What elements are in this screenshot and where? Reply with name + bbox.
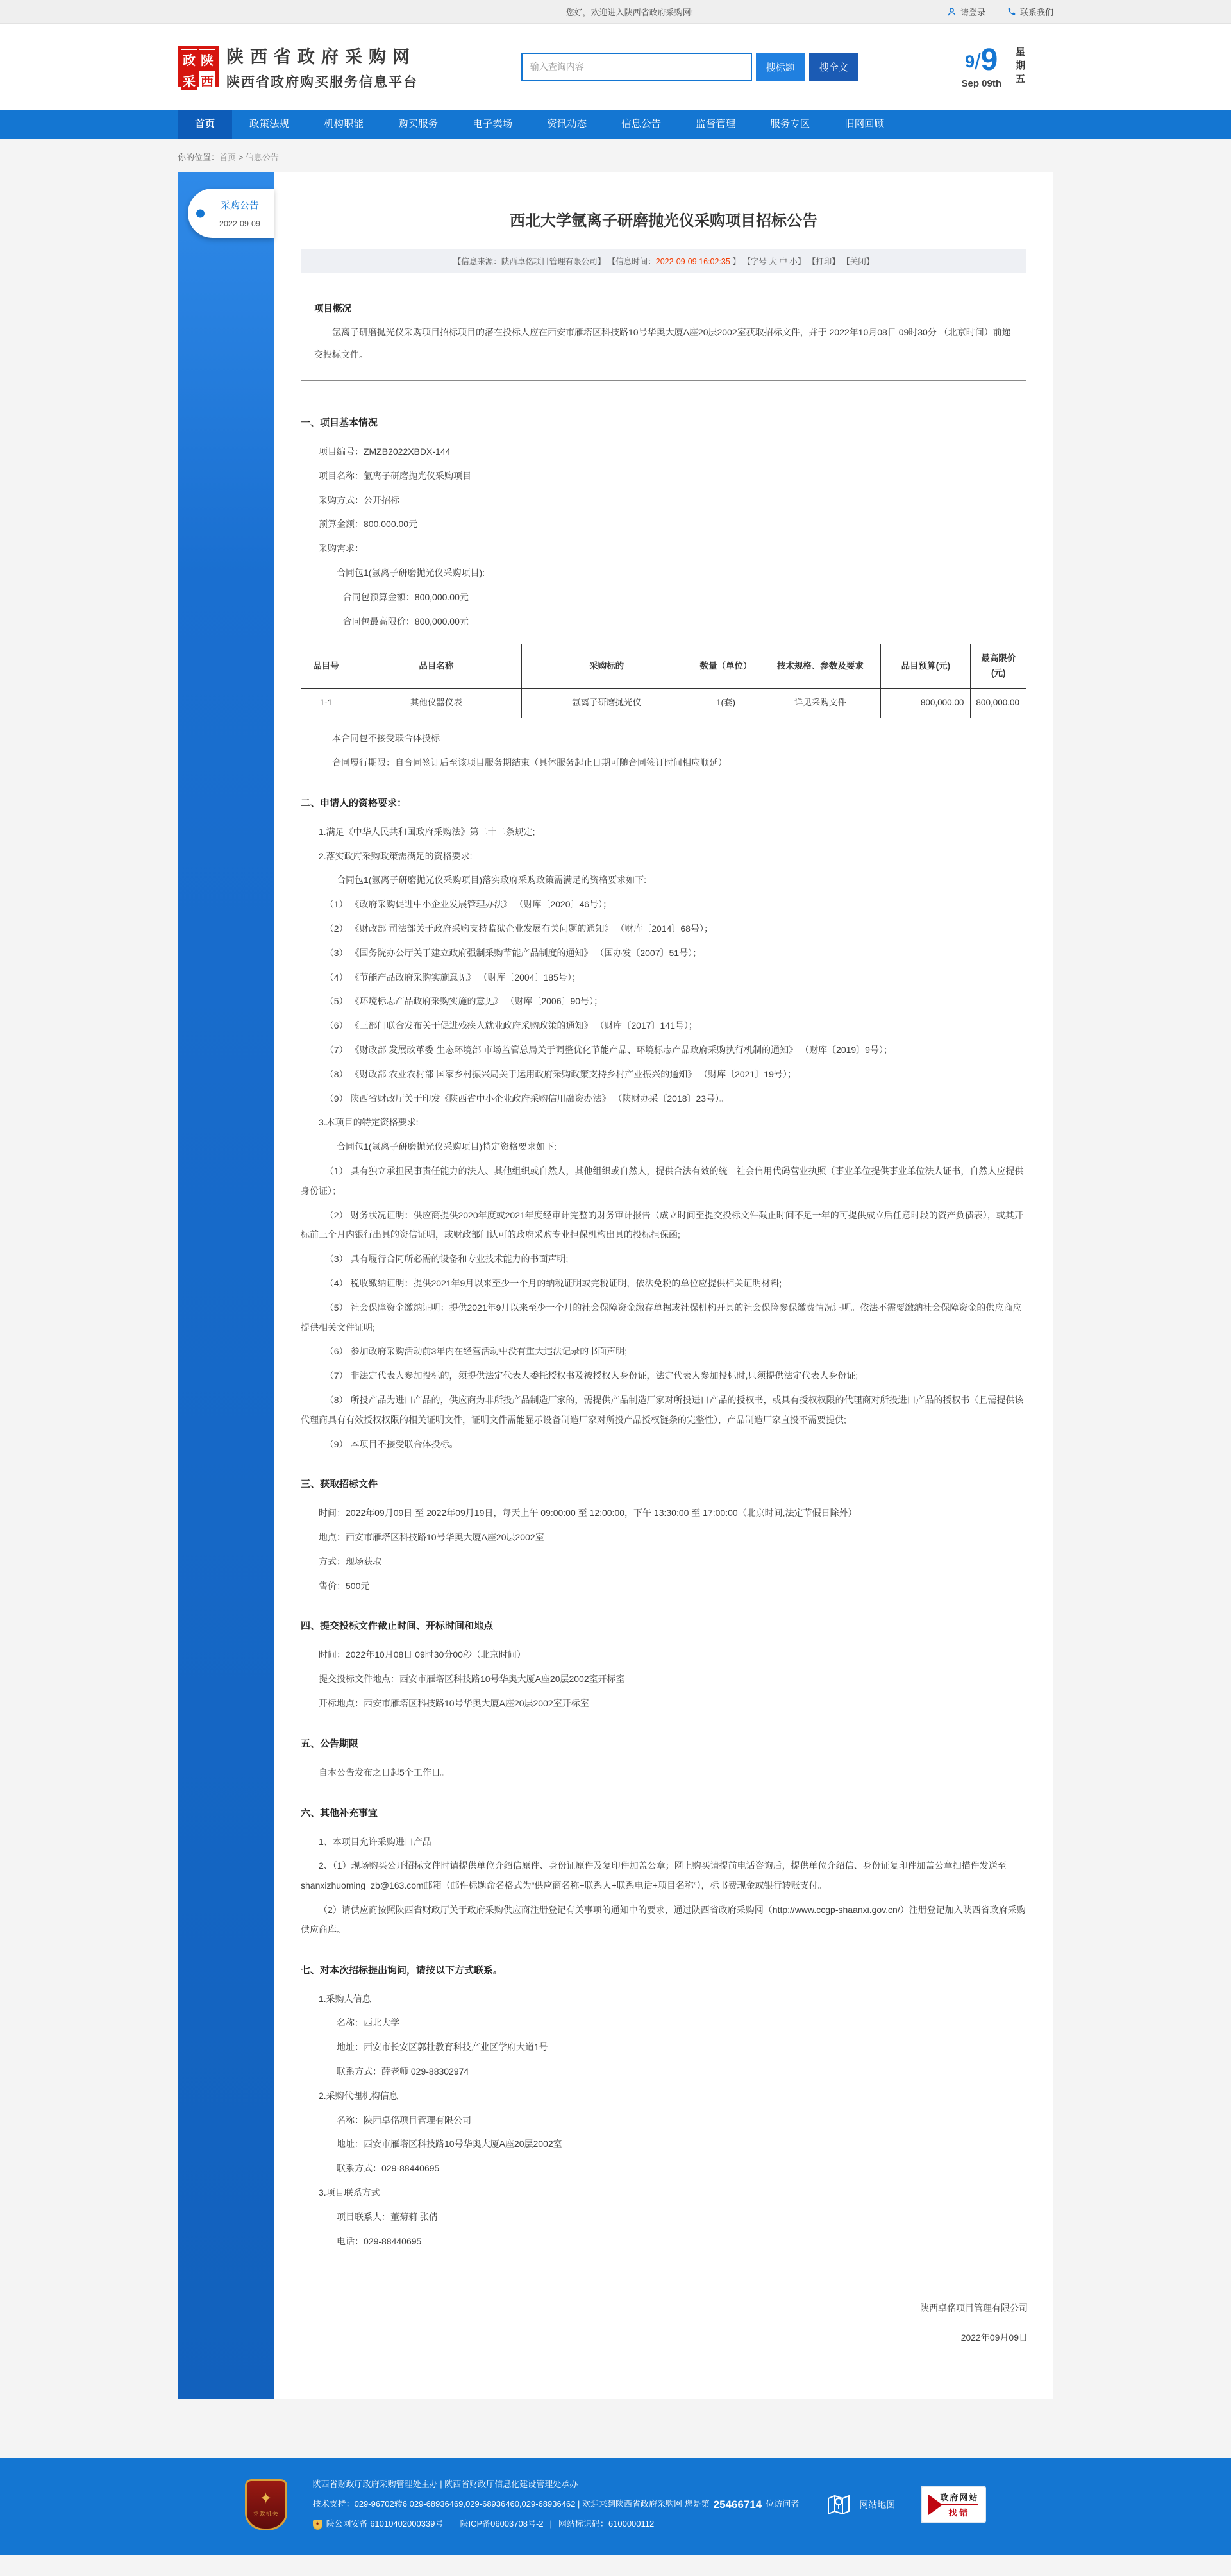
article-paragraph: （7） 非法定代表人参加投标的，须提供法定代表人委托授权书及被授权人身份证，法定代表人参加投标时,只须提供法定代表人身份证; <box>324 1370 858 1381</box>
section-heading: 六、其他补充事宜 <box>301 1807 378 1819</box>
error-badge-subtitle: 找错 <box>948 2508 971 2518</box>
article-paragraph: 采购需求： <box>319 543 364 554</box>
breadcrumb <box>178 139 1053 172</box>
article-paragraph: 1.采购人信息 <box>319 1993 371 2004</box>
project-overview-box <box>301 292 1026 381</box>
table-cell: 800,000.00 <box>971 689 1026 718</box>
login-link[interactable] <box>947 6 985 18</box>
site-subtitle: 陕西省政府购买服务信息平台 <box>226 74 418 90</box>
article-paragraph: 地点：西安市雁塔区科技路10号华奥大厦A座20层2002室 <box>319 1532 544 1543</box>
article-paragraph: （3） 《国务院办公厅关于建立政府强制采购节能产品制度的通知》 （国办发〔2007〕51号）； <box>324 947 702 958</box>
party-emblem-badge <box>245 2479 287 2530</box>
section-heading: 五、公告期限 <box>301 1738 359 1749</box>
table-header-cell: 品目预算(元) <box>881 644 971 689</box>
article-paragraph: 2、（1）现场购买公开招标文件时请提供单位介绍信原件、身份证原件及复印件加盖公章；网上购买请提前电话咨询后，提供单位介绍信、身份证复印件加盖公章扫描件发送至shanxizhuoming_zb@163.com邮箱（邮件标题命名格式为“供应商名称+联系人+联系电话+项目名称”），标书费现金或银行转账支付。 <box>301 1860 1007 1891</box>
main-nav <box>0 110 1231 139</box>
table-cell: 氩离子研磨抛光仪 <box>521 689 692 718</box>
nav-item-news[interactable]: 资讯动态 <box>547 119 587 130</box>
meta-source: 【信息来源：陕西卓佲项目管理有限公司】 <box>453 257 606 266</box>
article-content <box>274 172 1053 2399</box>
article-paragraph: 电话：029-88440695 <box>337 2235 422 2246</box>
article-paragraph: 联系方式：薛老师 029-88302974 <box>337 2066 469 2077</box>
breadcrumb-home-link[interactable]: 首页 <box>219 153 237 162</box>
nav-item-notice[interactable]: 信息公告 <box>621 119 662 130</box>
article-paragraph: 1.满足《中华人民共和国政府采购法》第二十二条规定; <box>319 826 535 837</box>
site-header <box>0 24 1231 110</box>
items-table <box>301 644 1026 718</box>
font-size-controls[interactable]: 【字号 大 中 小】 <box>742 257 806 266</box>
article-paragraph: 合同履行期限：自合同签订后至该项目服务期结束（具体服务起止日期可随合同签订时间相应顺延） <box>332 757 727 768</box>
user-icon <box>947 7 957 17</box>
table-header-cell: 品目号 <box>301 644 351 689</box>
seal-char: 西 <box>199 71 215 90</box>
site-name: 陕西省政府采购网 <box>226 47 416 67</box>
emblem-icon: ✦ <box>259 2490 272 2508</box>
article-paragraph: （8） 《财政部 农业农村部 国家乡村振兴局关于运用政府采购政策支持乡村产业振兴的通知》 （财库〔2021〕19号）； <box>324 1068 796 1079</box>
login-label: 请登录 <box>960 7 985 17</box>
meta-time-value: 2022-09-09 16:02:35 <box>655 257 730 266</box>
article-paragraph: （3） 具有履行合同所必需的设备和专业技术能力的书面声明; <box>324 1254 569 1265</box>
article-paragraph: 时间：2022年10月08日 09时30分00秒（北京时间） <box>319 1649 526 1660</box>
bullet-dot-icon <box>196 209 205 217</box>
sitemap-label: 网站地图 <box>859 2499 896 2510</box>
print-button[interactable]: 【打印】 <box>807 257 840 266</box>
nav-item-purchase-service[interactable]: 购买服务 <box>398 119 439 130</box>
article-paragraph: （6） 参加政府采购活动前3年内在经营活动中没有重大违法记录的书面声明; <box>324 1346 628 1357</box>
police-badge-icon: ★ <box>313 2520 322 2530</box>
article-paragraph: 名称：西北大学 <box>337 2017 399 2028</box>
breadcrumb-current-link[interactable]: 信息公告 <box>245 153 279 162</box>
beian-number[interactable]: 陕公网安备 61010402000339号 <box>326 2519 444 2529</box>
nav-item-old-site[interactable]: 旧网回顾 <box>844 119 885 130</box>
article-paragraph: 合同包1(氩离子研磨抛光仪采购项目)落实政府采购政策需满足的资格要求如下: <box>337 875 646 886</box>
sidebar-item-procurement-notice[interactable] <box>188 189 274 238</box>
section-heading: 三、获取招标文件 <box>301 1479 378 1490</box>
date-english: Sep 09th <box>961 78 1001 89</box>
section-heading: 七、对本次招标提出询问，请按以下方式联系。 <box>301 1964 503 1976</box>
error-badge-title: 政府网站 <box>940 2491 978 2505</box>
seal-char: 陕 <box>199 49 215 69</box>
breadcrumb-separator: > <box>236 153 246 162</box>
date-month: 9 <box>965 51 975 71</box>
article-paragraph: （2） 《财政部 司法部关于政府采购支持监狱企业发展有关问题的通知》 （财库〔2014〕68号）； <box>324 923 713 934</box>
table-row <box>301 689 1026 718</box>
sidebar-category-label: 采购公告 <box>220 200 259 211</box>
signature-company: 陕西卓佲项目管理有限公司 <box>920 2303 1028 2314</box>
article-paragraph: 项目名称：氩离子研磨抛光仪采购项目 <box>319 470 471 481</box>
article-paragraph: 预算金额：800,000.00元 <box>319 519 418 530</box>
article-paragraph: 合同包1(氩离子研磨抛光仪采购项目): <box>337 567 485 578</box>
sidebar <box>178 172 274 2399</box>
table-cell: 其他仪器仪表 <box>351 689 522 718</box>
page-title: 西北大学氩离子研磨抛光仪采购项目招标公告 <box>510 212 817 230</box>
seal-char: 采 <box>181 71 197 90</box>
article-paragraph: 本合同包不接受联合体投标 <box>332 733 440 744</box>
article-paragraph: （4） 税收缴纳证明：提供2021年9月以来至少一个月的纳税证明或完税证明，依法免税的单位应提供相关证明材料; <box>324 1277 782 1288</box>
section-heading: 一、项目基本情况 <box>301 417 378 428</box>
emblem-label: 党政机关 <box>253 2511 279 2518</box>
icp-number[interactable]: 陕ICP备06003708号-2 <box>460 2519 544 2529</box>
article-paragraph: 项目联系人：董菊莉 张倩 <box>337 2211 438 2222</box>
article-paragraph: （5） 社会保障资金缴纳证明：提供2021年9月以来至少一个月的社会保障资金缴存单据或社保机构开具的社会保险参保缴费情况证明。依法不需要缴纳社会保障资金的供应商应提供相关文件证明; <box>301 1302 1022 1333</box>
nav-item-home[interactable]: 首页 <box>178 110 232 139</box>
table-cell: 1-1 <box>301 689 351 718</box>
article-paragraph: 自本公告发布之日起5个工作日。 <box>319 1767 449 1778</box>
nav-item-org[interactable]: 机构职能 <box>324 119 364 130</box>
visitor-count: 25466714 <box>713 2498 762 2511</box>
article-paragraph: 合同包预算金额：800,000.00元 <box>342 591 469 602</box>
search-fulltext-button[interactable]: 搜全文 <box>809 53 858 81</box>
article-paragraph: （6） 《三部门联合发布关于促进残疾人就业政府采购政策的通知》 （财库〔2017〕141号）； <box>324 1020 698 1031</box>
footer-line-organizer <box>313 2478 800 2491</box>
nav-item-policy[interactable]: 政策法规 <box>249 119 290 130</box>
contact-label: 联系我们 <box>1019 7 1053 17</box>
main-area <box>178 172 1053 2399</box>
article-paragraph: 地址：西安市雁塔区科技路10号华奥大厦A座20层2002室 <box>337 2139 562 2150</box>
nav-item-service-zone[interactable]: 服务专区 <box>770 119 810 130</box>
article-paragraph: （7） 《财政部 发展改革委 生态环境部 市场监管总局关于调整优化节能产品、环境标志产品政府采购执行机制的通知》 （财库〔2019〕9号）； <box>324 1044 892 1055</box>
close-button[interactable]: 【关闭】 <box>842 257 875 266</box>
footer-visitor-suffix: 位访问者 <box>766 2499 800 2509</box>
article-paragraph: （9） 本项目不接受联合体投标。 <box>324 1438 458 1449</box>
table-cell: 800,000.00 <box>881 689 971 718</box>
meta-time-close: 】 <box>730 257 741 266</box>
article-paragraph: 地址：西安市长安区郭杜教育科技产业区学府大道1号 <box>337 2042 548 2053</box>
site-footer <box>0 2458 1231 2555</box>
footer-support-text: 技术支持：029-96702转6 029-68936469,029-68936460,029-68936462 | 欢迎来到陕西省政府采购网 您是第 <box>312 2499 710 2509</box>
map-icon <box>825 2491 853 2519</box>
site-logo[interactable] <box>178 43 418 91</box>
nav-item-e-mall[interactable]: 电子卖场 <box>473 119 513 130</box>
article-paragraph: （2）请供应商按照陕西省财政厅关于政府采购供应商注册登记有关事项的通知中的要求，通过陕西省政府采购网（http://www.ccgp-shaanxi.gov.cn/）注册登记加入陕西省政府采购供应商库。 <box>301 1905 1026 1935</box>
footer-separator: | <box>549 2519 552 2529</box>
table-header-cell: 最高限价(元) <box>971 644 1026 689</box>
article-paragraph: 2.采购代理机构信息 <box>319 2090 398 2101</box>
main-nav-items <box>178 110 1053 139</box>
logo-seal-icon <box>178 46 219 87</box>
footer-line-beian <box>313 2518 800 2531</box>
article-paragraph: 项目编号：ZMZB2022XBDX-144 <box>319 446 451 457</box>
article-paragraph: 3.项目联系方式 <box>319 2187 380 2198</box>
article-paragraph: 提交投标文件地点：西安市雁塔区科技路10号华奥大厦A座20层2002室开标室 <box>319 1674 625 1685</box>
breadcrumb-prefix: 你的位置： <box>178 153 220 162</box>
article-paragraph: 方式：现场获取 <box>319 1556 381 1567</box>
article-paragraph: 联系方式：029-88440695 <box>337 2163 440 2174</box>
search-title-button[interactable]: 搜标题 <box>756 53 805 81</box>
article-paragraph: 时间：2022年09月09日 至 2022年09月19日，每天上午 09:00:00 至 12:00:00，下午 13:30:00 至 17:00:00（北京时间,法定节假日除外） <box>319 1508 857 1519</box>
nav-item-supervision[interactable]: 监督管理 <box>696 119 736 130</box>
contact-link[interactable] <box>1007 6 1053 18</box>
table-header-cell: 数量（单位） <box>692 644 760 689</box>
date-slash: / <box>975 49 981 74</box>
section-heading: 四、提交投标文件截止时间、开标时间和地点 <box>301 1621 494 1632</box>
article-paragraph: 名称：陕西卓佲项目管理有限公司 <box>337 2114 471 2125</box>
site-code: 网站标识码：6100000112 <box>558 2519 655 2529</box>
seal-char: 政 <box>181 49 197 69</box>
article-paragraph: （9） 陕西省财政厅关于印发《陕西省中小企业政府采购信用融资办法》 （陕财办采〔2018〕23号）。 <box>324 1093 729 1104</box>
bottom-spacer <box>0 2555 1231 2576</box>
table-header-cell: 采购标的 <box>521 644 692 689</box>
table-cell: 详见采购文件 <box>760 689 881 718</box>
article-paragraph: （4） 《节能产品政府采购实施意见》 （财库〔2004〕185号）； <box>324 972 581 982</box>
search-input[interactable] <box>521 53 752 81</box>
welcome-text: 您好，欢迎进入陕西省政府采购网! <box>565 7 694 17</box>
topbar <box>0 0 1231 24</box>
date-day: 9 <box>980 42 998 77</box>
article-paragraph: 采购方式：公开招标 <box>319 494 399 505</box>
date-weekday: 星期五 <box>1014 46 1025 87</box>
article-paragraph: （2） 财务状况证明：供应商提供2020年度或2021年度经审计完整的财务审计报告（成立时间至提交投标文件截止时间不足一年的可提供成立后任意时段的资产负债表），或其开标前三个月内银行出具的资信证明，或财政部门认可的政府采购专业担保机构出具的投标担保函; <box>301 1209 1023 1240</box>
article-paragraph: （1） 《政府采购促进中小企业发展管理办法》 （财库〔2020〕46号）； <box>324 899 612 910</box>
footer-line-support <box>313 2496 800 2513</box>
sidebar-date-label: 2022-09-09 <box>219 219 260 228</box>
overview-text: 氩离子研磨抛光仪采购项目招标项目的潜在投标人应在西安市雁塔区科技路10号华奥大厦A座20层2002室获取招标文件，并于 2022年10月08日 09时30分 （北京时间）前递交投标文件。 <box>314 327 1011 360</box>
article-paragraph: 3.本项目的特定资格要求: <box>319 1117 419 1128</box>
article-paragraph: 合同包1(氩离子研磨抛光仪采购项目)特定资格要求如下: <box>337 1141 557 1152</box>
error-flag-icon <box>928 2495 942 2515</box>
signature-block <box>274 2255 1053 2344</box>
article-paragraph: 1、本项目允许采购进口产品 <box>319 1836 431 1847</box>
meta-time-label: 【信息时间： <box>607 257 656 266</box>
phone-icon <box>1007 7 1016 16</box>
article-paragraph: （5） 《环境标志产品政府采购实施的意见》 （财库〔2006〕90号）； <box>324 996 603 1007</box>
article-paragraph: 售价：500元 <box>319 1580 370 1591</box>
gov-site-error-report-badge[interactable] <box>921 2486 986 2523</box>
article-paragraph: 合同包最高限价：800,000.00元 <box>342 616 469 627</box>
search-box <box>521 53 858 81</box>
section-heading: 二、申请人的资格要求： <box>301 797 407 809</box>
date-widget <box>961 42 1053 89</box>
magnifier-icon: ⌕ <box>928 2498 935 2511</box>
overview-heading: 项目概况 <box>314 304 351 314</box>
footer-organizer-text: 陕西省财政厅政府采购管理处主办 | 陕西省财政厅信息化建设管理处承办 <box>312 2479 578 2489</box>
table-cell: 1(套) <box>692 689 760 718</box>
article-paragraph: （8） 所投产品为进口产品的，供应商为非所投产品制造厂家的，需提供产品制造厂家对所投进口产品的授权书，或具有授权权限的代理商对所投进口产品的授权书（且需提供该代理商具有有效授权权限的相关证明文件，证明文件需能显示设备制造厂家对所投产品授权链条的完整性），产品制造厂家直投不需要提供; <box>301 1394 1024 1425</box>
sitemap-link[interactable] <box>825 2491 895 2519</box>
table-header-cell: 技术规格、参数及要求 <box>760 644 881 689</box>
signature-date: 2022年09月09日 <box>960 2332 1028 2343</box>
table-header-cell: 品目名称 <box>351 644 522 689</box>
article-sections <box>274 386 1053 2251</box>
article-paragraph: 开标地点：西安市雁塔区科技路10号华奥大厦A座20层2002室开标室 <box>319 1698 589 1709</box>
article-meta-bar <box>301 249 1026 273</box>
article-paragraph: （1） 具有独立承担民事责任能力的法人、其他组织或自然人，其他组织或自然人，提供合法有效的统一社会信用代码营业执照（事业单位提供事业单位法人证书，自然人应提供身份证）； <box>301 1165 1024 1196</box>
article-paragraph: 2.落实政府采购政策需满足的资格要求: <box>319 850 473 861</box>
